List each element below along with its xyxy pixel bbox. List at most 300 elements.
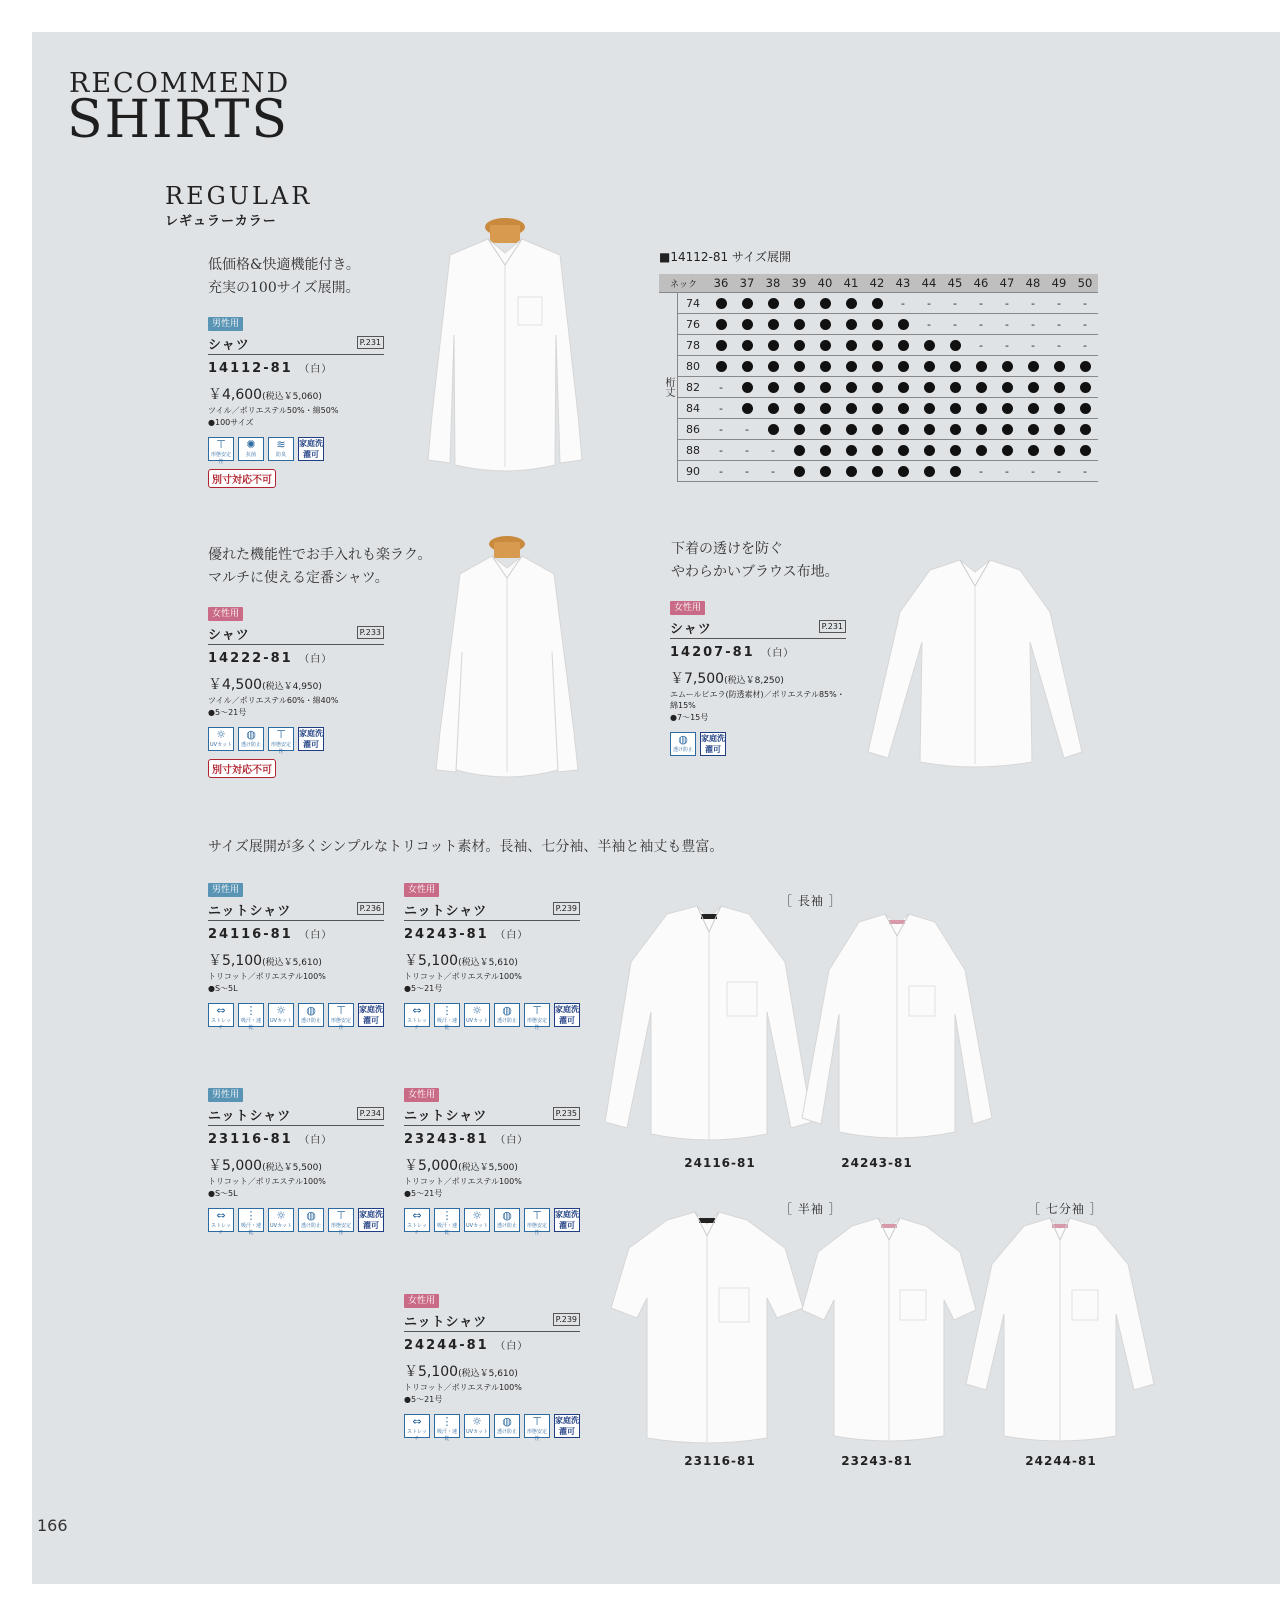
size-available-cell [942,440,968,461]
available-dot [794,340,805,351]
available-dot [1028,403,1039,414]
feature-icons [670,732,846,756]
available-dot [976,403,987,414]
page-ref[interactable]: P.234 [357,1107,384,1120]
price: ￥5,100 [404,1364,459,1380]
antibacterial-icon: ✺ 抗菌 [238,437,264,461]
available-dot [1028,445,1039,456]
available-dot [846,319,857,330]
caption-24116: 24116-81 [684,1156,756,1170]
available-dot [1080,403,1091,414]
page-ref[interactable]: P.236 [357,902,384,915]
color-label: （白） [299,930,333,941]
price: ￥7,500 [670,671,725,687]
size-available-cell [838,293,864,314]
quick-dry-icon: ⋮ 吸汗・速乾 [238,1208,264,1232]
available-dot [950,361,961,372]
neck-size-header: 49 [1046,274,1072,293]
size-unavailable-cell: - [916,293,942,314]
header-sub: RECOMMEND [69,68,291,99]
material: トリコット／ポリエステル100% [208,1177,326,1186]
product-code: 24244-81 [404,1338,489,1353]
shirt-image-14112 [410,215,600,480]
size-unavailable-cell: - [1020,314,1046,335]
gender-badge: 女性用 [404,1294,439,1308]
available-dot [716,298,727,309]
material: トリコット／ポリエステル100% [404,1177,522,1186]
quick-dry-icon: ⋮ 吸汗・速乾 [434,1003,460,1027]
available-dot [846,424,857,435]
caption-24244: 24244-81 [1025,1454,1097,1468]
size-available-cell [760,398,786,419]
available-dot [950,382,961,393]
product-code: 23116-81 [208,1132,293,1147]
size-available-cell [1020,398,1046,419]
size-unavailable-cell: - [1072,461,1098,482]
size-unavailable-cell: - [968,293,994,314]
tagline-14222: 優れた機能性でお手入れも楽ラク。 マルチに使える定番シャツ。 [208,547,432,586]
available-dot [742,319,753,330]
see-through-block-icon: ◍ 透け防止 [494,1208,520,1232]
page-ref[interactable]: P.239 [553,1313,580,1326]
price: ￥5,100 [208,953,263,969]
material: トリコット／ポリエステル100% [208,972,326,981]
size-available-cell [838,398,864,419]
size-available-cell [812,293,838,314]
sleeve-length-value: 86 [678,419,709,440]
available-dot [846,298,857,309]
size-available-cell [890,314,916,335]
size-available-cell [864,398,890,419]
price-tax: (税込￥5,610) [458,1369,518,1379]
size-available-cell [708,335,734,356]
available-dot [872,298,883,309]
size-unavailable-cell: - [760,461,786,482]
price-tax: (税込￥5,610) [458,958,518,968]
shape-stable-icon: ⊤ 形態安定性 [524,1003,550,1027]
price-tax: (税込￥5,610) [262,958,322,968]
size-available-cell [1072,356,1098,377]
see-through-block-icon: ◍ 透け防止 [670,732,696,756]
tagline-14112: 低価格&快適機能付き。 充実の100サイズ展開。 [208,257,360,296]
size-available-cell [1046,356,1072,377]
group-label-short-sleeve: ［ 半袖 ］ [780,1202,842,1216]
size-available-cell [864,356,890,377]
gender-badge: 男性用 [208,883,243,897]
product-code: 23243-81 [404,1132,489,1147]
size-unavailable-cell: - [708,419,734,440]
available-dot [872,403,883,414]
shirt-image-23243 [794,1214,984,1444]
available-dot [872,340,883,351]
available-dot [976,382,987,393]
size-available-cell [890,335,916,356]
size-available-cell [968,440,994,461]
gender-badge: 女性用 [208,607,243,621]
size-available-cell [734,293,760,314]
size-available-cell [786,419,812,440]
available-dot [768,361,779,372]
size-unavailable-cell: - [968,461,994,482]
size-chart-table [659,274,1098,482]
home-wash-icon: 家庭洗濯可 [359,1005,383,1025]
available-dot [1054,445,1065,456]
size-available-cell [1046,377,1072,398]
feature-icons [404,1003,580,1031]
size-available-cell [942,461,968,482]
color-label: （白） [495,930,529,941]
available-dot [768,298,779,309]
shape-stable-icon: ⊤ 形態安定性 [208,437,234,461]
available-dot [820,403,831,414]
home-wash-icon: 家庭洗濯可 [701,734,725,754]
size-available-cell [786,356,812,377]
size-unavailable-cell: - [708,398,734,419]
product-card[interactable] [404,1288,580,1442]
sleeve-length-value: 82 [678,377,709,398]
size-unavailable-cell: - [708,377,734,398]
available-dot [950,466,961,477]
size-available-cell [708,314,734,335]
available-dot [768,382,779,393]
size-available-cell [942,419,968,440]
size-available-cell [994,356,1020,377]
available-dot [820,382,831,393]
available-dot [1002,361,1013,372]
size-unavailable-cell: - [708,440,734,461]
material: トリコット／ポリエステル100% [404,972,522,981]
caption-23243: 23243-81 [841,1454,913,1468]
size-available-cell [994,377,1020,398]
sleeve-length-value: 76 [678,314,709,335]
size-unavailable-cell: - [1020,293,1046,314]
available-dot [716,340,727,351]
size-available-cell [864,293,890,314]
section-title-ja: レギュラーカラー [165,214,277,229]
available-dot [794,403,805,414]
size-unavailable-cell: - [734,419,760,440]
no-custom-size-stamp: 別寸対応不可 [208,759,276,778]
price: ￥5,100 [404,953,459,969]
size-available-cell [968,419,994,440]
size-unavailable-cell: - [942,314,968,335]
size-available-cell [734,356,760,377]
see-through-block-icon: ◍ 透け防止 [494,1003,520,1027]
size-available-cell [968,377,994,398]
available-dot [1028,361,1039,372]
available-dot [976,361,987,372]
available-dot [820,361,831,372]
available-dot [768,403,779,414]
color-label: （白） [299,654,333,665]
size-available-cell [838,314,864,335]
size-available-cell [864,440,890,461]
product-card[interactable] [208,1082,384,1236]
size-unavailable-cell: - [1020,335,1046,356]
product-card[interactable] [208,311,384,488]
size-available-cell [760,335,786,356]
size-available-cell [708,356,734,377]
size-available-cell [838,419,864,440]
quick-dry-icon: ⋮ 吸汗・速乾 [434,1208,460,1232]
size-available-cell [890,419,916,440]
available-dot [898,466,909,477]
available-dot [924,382,935,393]
stretch-icon: ⇔ ストレッチ [208,1003,234,1027]
caption-23116: 23116-81 [684,1454,756,1468]
size-available-cell [1046,419,1072,440]
shape-stable-icon: ⊤ 形態安定性 [268,727,294,751]
size-available-cell [890,356,916,377]
size-available-cell [1020,377,1046,398]
page-ref[interactable]: P.231 [357,336,384,349]
available-dot [898,445,909,456]
available-dot [1002,424,1013,435]
size-available-cell [890,461,916,482]
home-wash-icon: 家庭洗濯可 [299,729,323,749]
size-available-cell [812,377,838,398]
uv-cut-icon: ☼ UVカット [268,1208,294,1232]
available-dot [872,466,883,477]
available-dot [820,445,831,456]
color-label: （白） [299,1135,333,1146]
available-dot [950,403,961,414]
size-unavailable-cell: - [890,293,916,314]
size-available-cell [786,461,812,482]
size-available-cell [916,377,942,398]
price-tax: (税込￥4,950) [262,682,322,692]
available-dot [1054,403,1065,414]
see-through-block-icon: ◍ 透け防止 [494,1414,520,1438]
sleeve-length-value: 90 [678,461,709,482]
price: ￥5,000 [208,1158,263,1174]
uv-cut-icon: ☼ UVカット [208,727,234,751]
product-name: ニットシャツ [208,1109,292,1124]
shape-stable-icon: ⊤ 形態安定性 [524,1208,550,1232]
material: トリコット／ポリエステル100% [404,1383,522,1392]
material: ツイル／ポリエステル60%・綿40% [208,696,339,705]
size-available-cell [812,356,838,377]
neck-size-header: 43 [890,274,916,293]
size-available-cell [838,440,864,461]
available-dot [1028,382,1039,393]
available-dot [1080,445,1091,456]
shirt-image-14207 [860,552,1090,772]
size-available-cell [890,440,916,461]
available-dot [950,340,961,351]
available-dot [898,340,909,351]
size-available-cell [1072,377,1098,398]
sleeve-length-value: 80 [678,356,709,377]
available-dot [1080,361,1091,372]
uv-cut-icon: ☼ UVカット [464,1003,490,1027]
uv-cut-icon: ☼ UVカット [464,1414,490,1438]
size-range: ●S〜5L [208,1189,238,1198]
page-ref[interactable]: P.233 [357,626,384,639]
no-custom-size-stamp: 別寸対応不可 [208,469,276,488]
section-title-en: REGULAR [165,182,313,210]
neck-size-header: 38 [760,274,786,293]
gender-badge: 男性用 [208,317,243,331]
available-dot [794,466,805,477]
neck-size-header: 46 [968,274,994,293]
available-dot [976,424,987,435]
size-unavailable-cell: - [968,335,994,356]
product-card[interactable] [208,877,384,1031]
product-name: シャツ [208,628,250,643]
quick-dry-icon: ⋮ 吸汗・速乾 [434,1414,460,1438]
page-ref[interactable]: P.231 [819,620,846,633]
size-available-cell [760,293,786,314]
size-unavailable-cell: - [994,314,1020,335]
product-name: ニットシャツ [208,904,292,919]
see-through-block-icon: ◍ 透け防止 [238,727,264,751]
home-wash-icon: 家庭洗濯可 [555,1005,579,1025]
product-code: 24116-81 [208,927,293,942]
size-available-cell [916,461,942,482]
size-available-cell [890,398,916,419]
available-dot [924,424,935,435]
available-dot [1080,382,1091,393]
available-dot [1028,424,1039,435]
size-available-cell [968,398,994,419]
available-dot [716,319,727,330]
size-unavailable-cell: - [734,440,760,461]
caption-24243: 24243-81 [841,1156,913,1170]
size-available-cell [786,335,812,356]
available-dot [794,382,805,393]
size-chart-title: ■14112-81 サイズ展開 [659,250,791,264]
size-available-cell [786,440,812,461]
color-label: （白） [495,1135,529,1146]
size-unavailable-cell: - [1072,335,1098,356]
available-dot [820,319,831,330]
size-unavailable-cell: - [916,314,942,335]
size-unavailable-cell: - [968,314,994,335]
home-wash-icon: 家庭洗濯可 [299,439,323,459]
available-dot [846,445,857,456]
size-available-cell [916,419,942,440]
tagline-knit: サイズ展開が多くシンプルなトリコット素材。長袖、七分袖、半袖と袖丈も豊富。 [208,839,724,855]
page-ref[interactable]: P.239 [553,902,580,915]
available-dot [872,319,883,330]
size-available-cell [942,398,968,419]
stretch-icon: ⇔ ストレッチ [208,1208,234,1232]
size-available-cell [916,356,942,377]
size-unavailable-cell: - [1046,461,1072,482]
size-range: ●5〜21号 [404,1189,443,1198]
neck-size-header: 37 [734,274,760,293]
available-dot [846,466,857,477]
size-available-cell [786,398,812,419]
group-label-three-quarter: ［ 七分袖 ］ [1028,1202,1103,1216]
size-available-cell [760,356,786,377]
price-tax: (税込￥8,250) [724,676,784,686]
product-card[interactable] [208,601,384,778]
size-available-cell [1072,398,1098,419]
available-dot [924,466,935,477]
size-unavailable-cell: - [760,440,786,461]
color-label: （白） [761,648,795,659]
feature-icons [404,1208,580,1236]
available-dot [950,424,961,435]
tagline-14207: 下着の透けを防ぐ やわらかいブラウス布地。 [671,541,839,580]
available-dot [1054,424,1065,435]
stretch-icon: ⇔ ストレッチ [404,1208,430,1232]
shape-stable-icon: ⊤ 形態安定性 [524,1414,550,1438]
size-available-cell [864,314,890,335]
product-card[interactable] [404,877,580,1031]
size-available-cell [916,335,942,356]
neck-size-header: 42 [864,274,890,293]
size-unavailable-cell: - [1046,314,1072,335]
size-available-cell [916,440,942,461]
size-available-cell [1020,356,1046,377]
uv-cut-icon: ☼ UVカット [464,1208,490,1232]
shirt-image-14222 [412,532,602,787]
stretch-icon: ⇔ ストレッチ [404,1414,430,1438]
size-available-cell [734,335,760,356]
available-dot [742,382,753,393]
available-dot [898,319,909,330]
available-dot [768,319,779,330]
shirt-image-24244 [960,1214,1160,1444]
available-dot [950,445,961,456]
available-dot [742,403,753,414]
available-dot [820,466,831,477]
product-card[interactable] [404,1082,580,1236]
product-code: 14222-81 [208,651,293,666]
neck-size-header: 47 [994,274,1020,293]
size-available-cell [786,377,812,398]
product-name: ニットシャツ [404,1315,488,1330]
product-card[interactable] [670,595,846,756]
neck-size-header: 40 [812,274,838,293]
available-dot [924,340,935,351]
shirt-image-24116 [597,902,817,1152]
size-range: ●5〜21号 [208,708,247,717]
product-name: シャツ [670,622,712,637]
size-unavailable-cell: - [994,461,1020,482]
available-dot [768,340,779,351]
available-dot [872,382,883,393]
available-dot [794,298,805,309]
size-range: ●7〜15号 [670,713,709,722]
shirt-image-23116 [607,1208,807,1448]
size-chart-corner: ネック [659,274,708,293]
size-available-cell [760,314,786,335]
size-available-cell [838,335,864,356]
size-unavailable-cell: - [708,461,734,482]
size-available-cell [812,461,838,482]
available-dot [898,361,909,372]
page-number: 166 [37,1516,68,1535]
size-available-cell [942,377,968,398]
available-dot [742,298,753,309]
material: エムールピエラ(防透素材)／ポリエステル85%・綿15% [670,690,845,710]
size-available-cell [734,314,760,335]
neck-size-header: 41 [838,274,864,293]
product-code: 14112-81 [208,361,293,376]
material: ツイル／ポリエステル50%・綿50% [208,406,339,415]
size-unavailable-cell: - [942,293,968,314]
page-ref[interactable]: P.235 [553,1107,580,1120]
available-dot [1054,382,1065,393]
size-available-cell [994,398,1020,419]
neck-size-header: 39 [786,274,812,293]
available-dot [872,445,883,456]
color-label: （白） [299,364,333,375]
